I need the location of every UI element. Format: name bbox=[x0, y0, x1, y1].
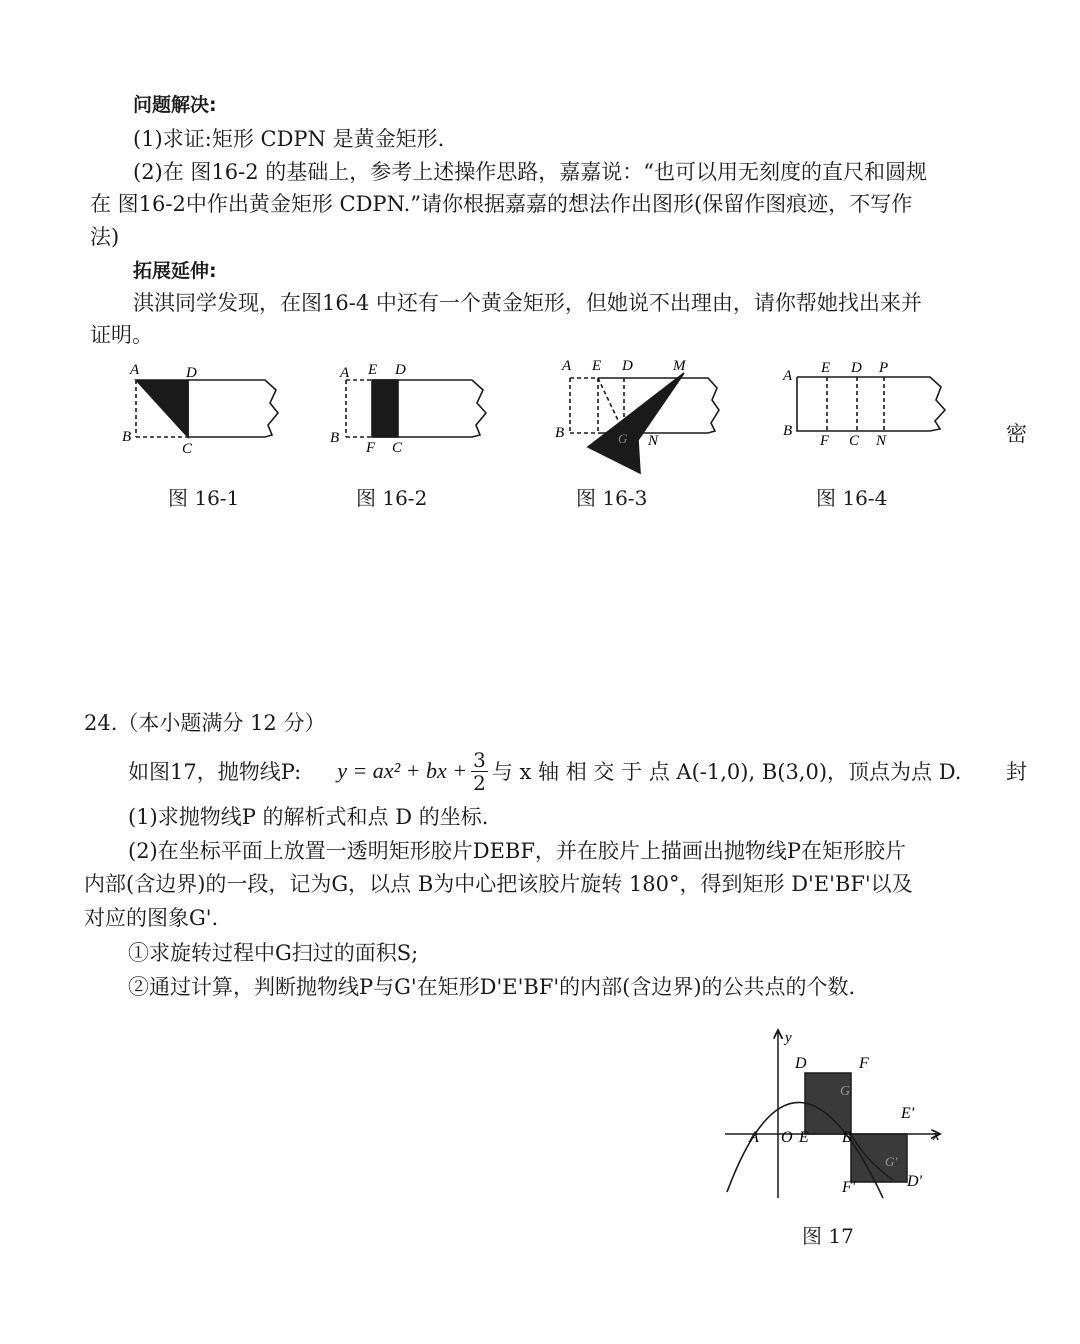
axis-label-y: y bbox=[785, 1030, 792, 1046]
question-1: (1)求证:矩形 CDPN 是黄金矩形. bbox=[133, 127, 445, 151]
fig16-1-label-C: C bbox=[182, 441, 193, 457]
fig16-4-label-A: A bbox=[783, 368, 793, 384]
question-2-line-2: 在 图16-2中作出黄金矩形 CDPN.”请你根据嘉嘉的想法作出图形(保留作图痕迹，不写作 bbox=[90, 192, 913, 216]
heading-problem-solving: 问题解决: bbox=[133, 94, 217, 116]
p24-question-1: (1)求抛物线P 的解析式和点 D 的坐标. bbox=[128, 805, 489, 829]
fig16-3-label-D: D bbox=[622, 358, 633, 374]
label-E: E bbox=[799, 1129, 809, 1146]
caption-fig16-3: 图 16-3 bbox=[576, 486, 648, 510]
fig16-3-label-A: A bbox=[562, 358, 572, 374]
heading-extension: 拓展延伸: bbox=[133, 260, 217, 282]
fig16-4-label-C: C bbox=[849, 433, 860, 449]
label-G: G bbox=[840, 1084, 851, 1099]
fig16-4-label-B: B bbox=[783, 423, 793, 439]
fig16-2-label-F: F bbox=[366, 440, 376, 456]
margin-mark-mi: 密 bbox=[1006, 422, 1027, 446]
fig16-4-label-N: N bbox=[876, 433, 887, 449]
fig16-4-label-F: F bbox=[820, 433, 830, 449]
figure-16-4 bbox=[797, 377, 945, 431]
intro-suffix: 与 x 轴 相 交 于 点 A(-1,0), B(3,0)，顶点为点 D. bbox=[491, 760, 962, 784]
problem-24-title: 24.（本小题满分 12 分） bbox=[84, 711, 326, 735]
fig16-3-label-E: E bbox=[592, 358, 602, 374]
p24-question-2-line-1: (2)在坐标平面上放置一透明矩形胶片DEBF，并在胶片上描画出抛物线P在矩形胶片 bbox=[128, 839, 907, 863]
intro-prefix: 如图17，抛物线P: bbox=[128, 760, 302, 784]
figure-16-3 bbox=[570, 373, 719, 473]
question-2-line-3: 法) bbox=[90, 225, 120, 249]
formula-fraction bbox=[471, 749, 488, 794]
fig16-4-label-E: E bbox=[821, 360, 831, 376]
problem-24-intro bbox=[128, 746, 961, 796]
rect-DpEpBFp bbox=[851, 1134, 907, 1182]
caption-fig16-2: 图 16-2 bbox=[356, 486, 428, 510]
extension-line-1: 淇淇同学发现，在图16-4 中还有一个黄金矩形，但她说不出理由，请你帮她找出来并 bbox=[133, 291, 922, 315]
figures-16 bbox=[100, 355, 980, 485]
fig16-4-label-P: P bbox=[879, 360, 889, 376]
fig16-2-label-D: D bbox=[395, 362, 406, 378]
label-O: O bbox=[781, 1129, 793, 1146]
extension-line-2: 证明。 bbox=[90, 323, 153, 347]
fig16-1-label-B: B bbox=[122, 429, 132, 445]
figure-16-2 bbox=[346, 380, 486, 437]
fig16-3-label-N: N bbox=[648, 433, 659, 449]
figure-17 bbox=[715, 1020, 955, 1205]
margin-mark-feng: 封 bbox=[1006, 760, 1027, 784]
p24-subquestion-2: ②通过计算，判断抛物线P与G'在矩形D'E'BF'的内部(含边界)的公共点的个数. bbox=[128, 975, 856, 999]
rect-DEBF bbox=[805, 1073, 851, 1134]
caption-fig16-1: 图 16-1 bbox=[168, 486, 240, 510]
fraction-numerator: 3 bbox=[473, 747, 486, 772]
question-2-line-1: (2)在 图16-2 的基础上，参考上述操作思路，嘉嘉说：“也可以用无刻度的直尺和圆规 bbox=[133, 160, 928, 184]
axis-label-x: x bbox=[933, 1128, 940, 1144]
p24-question-2-line-2: 内部(含边界)的一段，记为G，以点 B为中心把该胶片旋转 180°，得到矩形 D'E'BF'以及 bbox=[84, 872, 913, 896]
label-A: A bbox=[749, 1129, 759, 1146]
p24-subquestion-1: ①求旋转过程中G扫过的面积S; bbox=[128, 941, 419, 965]
label-D: D bbox=[795, 1055, 807, 1072]
label-G-prime: G' bbox=[885, 1154, 898, 1169]
label-B: B bbox=[842, 1129, 852, 1146]
fig16-3-label-M: M bbox=[673, 358, 686, 374]
p24-question-2-line-3: 对应的图象G'. bbox=[84, 906, 219, 930]
figure-16-1 bbox=[136, 380, 278, 437]
fig16-3-label-G: G bbox=[618, 431, 628, 446]
fig16-1-label-D: D bbox=[186, 365, 197, 381]
fraction-denominator: 2 bbox=[473, 770, 486, 795]
label-D-prime: D' bbox=[907, 1173, 922, 1190]
caption-fig16-4: 图 16-4 bbox=[816, 486, 888, 510]
fig16-2-label-E: E bbox=[368, 362, 378, 378]
fig16-3-label-B: B bbox=[555, 425, 565, 441]
fig16-2-label-B: B bbox=[330, 430, 340, 446]
fig16-2-label-C: C bbox=[392, 440, 403, 456]
label-F-prime: F' bbox=[842, 1179, 856, 1196]
parabola-formula: y = ax² + bx + bbox=[337, 758, 468, 783]
fig16-2-label-A: A bbox=[340, 365, 350, 381]
fig16-4-label-D: D bbox=[851, 360, 862, 376]
label-F: F bbox=[859, 1055, 869, 1072]
caption-fig17: 图 17 bbox=[802, 1224, 854, 1248]
fig16-1-label-A: A bbox=[130, 362, 140, 378]
label-E-prime: E' bbox=[901, 1105, 915, 1122]
